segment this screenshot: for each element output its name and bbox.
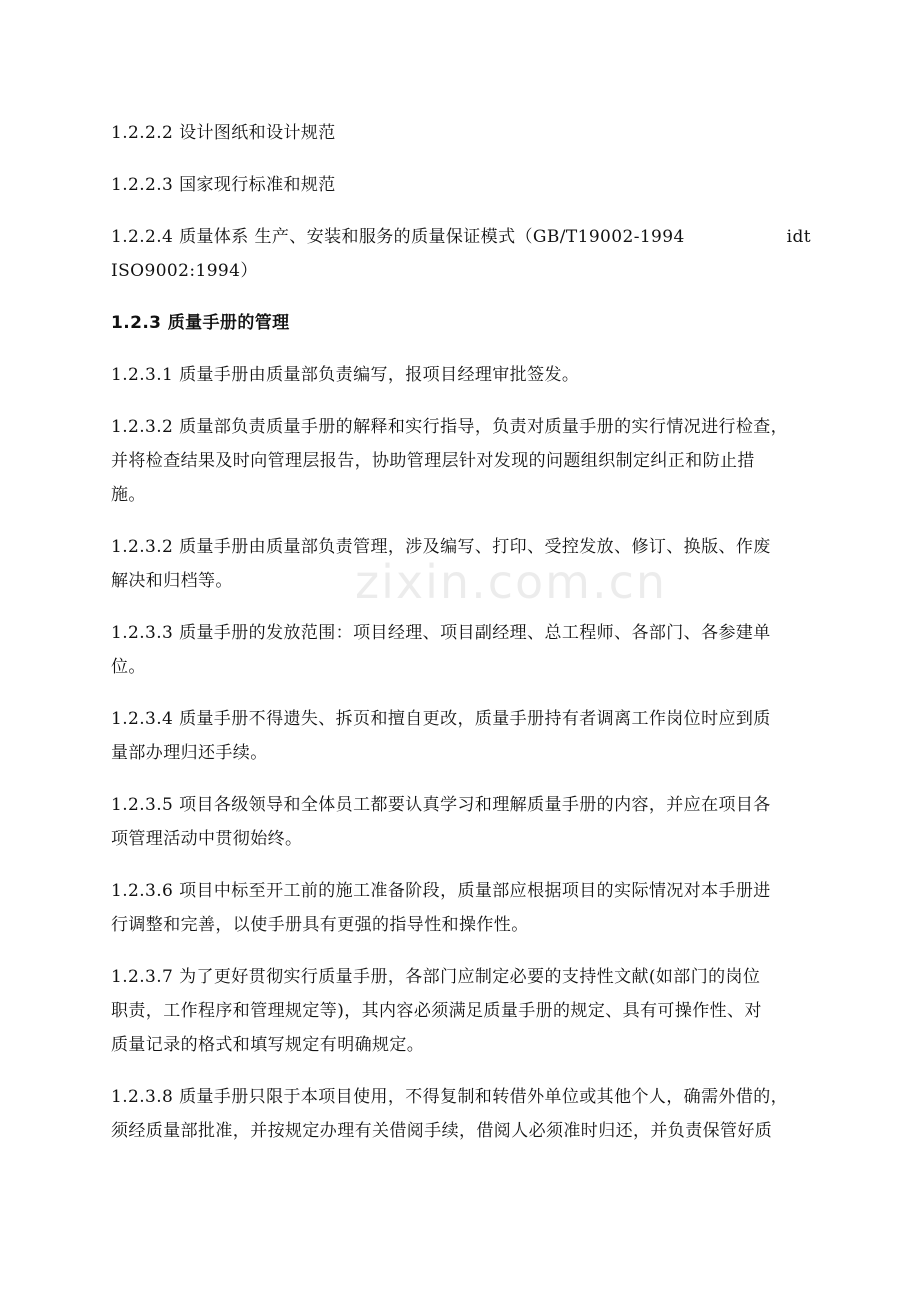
text-line: 1.2.3.2 质量部负责质量手册的解释和实行指导，负责对质量手册的实行情况进行检查， — [111, 417, 789, 437]
text-line — [111, 220, 811, 254]
section-heading-1-2-3 — [111, 306, 811, 340]
paragraph-1-2-3-8 — [111, 1080, 811, 1148]
text-line: 1.2.3.1 质量手册由质量部负责编写，报项目经理审批签发。 — [111, 365, 580, 385]
text-line: 量部办理归还手续。 — [111, 743, 268, 763]
paragraph-1-2-3-2-a — [111, 410, 811, 512]
text-line: 1.2.3.5 项目各级领导和全体员工都要认真学习和理解质量手册的内容，并应在项目各 — [111, 795, 771, 815]
text-segment: idt — [786, 227, 811, 247]
text-line: 位。 — [111, 657, 146, 677]
paragraph-1-2-2-4 — [111, 220, 811, 288]
paragraph-1-2-3-7 — [111, 960, 811, 1062]
text-line: 1.2.2.3 国家现行标准和规范 — [111, 175, 336, 195]
paragraph-1-2-3-2-b — [111, 530, 811, 598]
text-line: 1.2.2.2 设计图纸和设计规范 — [111, 123, 336, 143]
text-line: 施。 — [111, 485, 146, 505]
text-line: 1.2.3.6 项目中标至开工前的施工准备阶段，质量部应根据项目的实际情况对本手册进 — [111, 881, 771, 901]
text-line: 1.2.3.2 质量手册由质量部负责管理，涉及编写、打印、受控发放、修订、换版、作废 — [111, 537, 771, 557]
text-line: ISO9002:1994） — [111, 261, 258, 281]
text-line: 项管理活动中贯彻始终。 — [111, 829, 303, 849]
text-line: 行调整和完善，以使手册具有更强的指导性和操作性。 — [111, 915, 529, 935]
text-line: 1.2.3.8 质量手册只限于本项目使用，不得复制和转借外单位或其他个人，确需外借的， — [111, 1087, 789, 1107]
text-line: 并将检查结果及时向管理层报告，协助管理层针对发现的问题组织制定纠正和防止措 — [111, 451, 755, 471]
section-heading: 1.2.3 质量手册的管理 — [111, 313, 290, 333]
text-line: 质量记录的格式和填写规定有明确规定。 — [111, 1035, 425, 1055]
paragraph-1-2-3-3 — [111, 616, 811, 684]
text-line: 解决和归档等。 — [111, 571, 233, 591]
paragraph-1-2-2-3 — [111, 168, 811, 202]
text-line: 1.2.3.4 质量手册不得遗失、拆页和擅自更改，质量手册持有者调离工作岗位时应到质 — [111, 709, 771, 729]
paragraph-1-2-3-5 — [111, 788, 811, 856]
paragraph-1-2-3-1 — [111, 358, 811, 392]
paragraph-1-2-2-2 — [111, 116, 811, 150]
text-line: 1.2.3.7 为了更好贯彻实行质量手册，各部门应制定必要的支持性文献(如部门的岗位 — [111, 967, 761, 987]
text-line: 须经质量部批准，并按规定办理有关借阅手续，借阅人必须准时归还，并负责保管好质 — [111, 1121, 773, 1141]
text-line: 1.2.3.3 质量手册的发放范围：项目经理、项目副经理、总工程师、各部门、各参建单 — [111, 623, 771, 643]
paragraph-1-2-3-4 — [111, 702, 811, 770]
text-segment: 1.2.2.4 质量体系 生产、安装和服务的质量保证模式（GB/T19002-1994 — [111, 227, 685, 247]
paragraph-1-2-3-6 — [111, 874, 811, 942]
text-line: 职责，工作程序和管理规定等)，其内容必须满足质量手册的规定、具有可操作性、对 — [111, 1001, 762, 1021]
document-body — [111, 116, 811, 1148]
watermark: zixin.com.cn — [355, 555, 668, 609]
